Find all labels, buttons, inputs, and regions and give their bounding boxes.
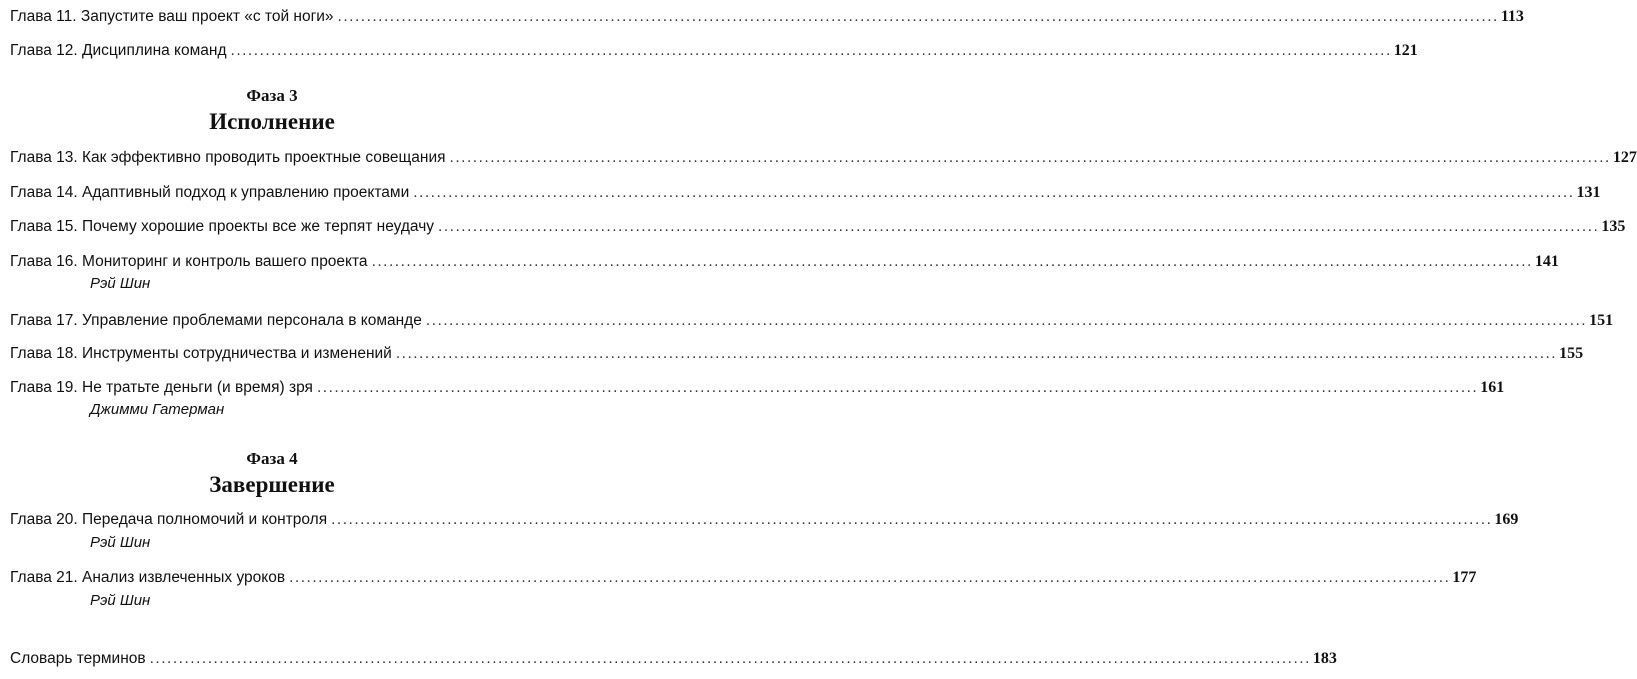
toc-entry-label: Глава 14. Адаптивный подход к управлению проектами (10, 184, 410, 201)
toc-entry-label: Глава 18. Инструменты сотрудничества и изменений (10, 345, 392, 362)
toc-entry-chapter-13 (10, 147, 1637, 169)
toc-page-number: 155 (1559, 345, 1584, 362)
toc-entry-label: Глава 11. Запустите ваш проект «с той ноги» (10, 8, 334, 25)
toc-entry-label: Глава 20. Передача полномочий и контроля (10, 511, 328, 528)
phase-3-title: Исполнение (209, 109, 335, 134)
leader-dots: ........................................................................................................................................................................................................ (149, 650, 1311, 667)
toc-page-number: 169 (1494, 511, 1519, 528)
toc-entry-chapter-12 (10, 40, 1418, 62)
toc-entry-glossary (10, 648, 1337, 670)
chapter-20-author: Рэй Шин (90, 534, 151, 551)
toc-entry-chapter-14 (10, 182, 1601, 204)
toc-page-number: 113 (1500, 8, 1524, 25)
leader-dots: ........................................................................................................................................................................................................ (371, 253, 1533, 270)
chapter-16-author: Рэй Шин (90, 275, 151, 292)
chapter-19-author: Джимми Гатерман (90, 401, 225, 418)
leader-dots: ........................................................................................................................................................................................................ (449, 149, 1611, 166)
leader-dots: ........................................................................................................................................................................................................ (413, 184, 1575, 201)
toc-entry-label: Глава 16. Мониторинг и контроль вашего проекта (10, 253, 368, 270)
phase-4-title: Завершение (209, 472, 335, 497)
leader-dots: ........................................................................................................................................................................................................ (337, 8, 1499, 25)
phase-4-number: Фаза 4 (246, 449, 298, 468)
toc-entry-chapter-21 (10, 567, 1477, 589)
toc-page-number: 121 (1393, 42, 1418, 59)
phase-3-number: Фаза 3 (246, 86, 298, 105)
toc-page-number: 135 (1601, 218, 1626, 235)
toc-entry-chapter-11 (10, 6, 1524, 28)
toc-page-number: 141 (1534, 253, 1559, 270)
leader-dots: ........................................................................................................................................................................................................ (316, 379, 1479, 396)
toc-entry-label: Глава 19. Не тратьте деньги (и время) зря (10, 379, 313, 396)
leader-dots: ........................................................................................................................................................................................................ (230, 42, 1392, 59)
toc-entry-label: Глава 13. Как эффективно проводить проектные совещания (10, 149, 446, 166)
chapter-21-author: Рэй Шин (90, 592, 151, 609)
toc-entry-chapter-16 (10, 251, 1559, 273)
toc-entry-label: Словарь терминов (10, 650, 146, 667)
toc-page-number: 127 (1612, 149, 1637, 166)
toc-page-number: 131 (1576, 184, 1601, 201)
toc-page-number: 161 (1480, 379, 1505, 396)
toc-entry-chapter-20 (10, 509, 1519, 531)
toc-page-number: 183 (1312, 650, 1337, 667)
toc-entry-label: Глава 17. Управление проблемами персонала в команде (10, 312, 422, 329)
toc-entry-chapter-17 (10, 310, 1614, 332)
leader-dots: ........................................................................................................................................................................................................ (438, 218, 1600, 235)
toc-page-number: 177 (1452, 569, 1477, 586)
leader-dots: ........................................................................................................................................................................................................ (289, 569, 1451, 586)
leader-dots: ........................................................................................................................................................................................................ (331, 511, 1493, 528)
toc-entry-chapter-15 (10, 216, 1626, 238)
leader-dots: ........................................................................................................................................................................................................ (425, 312, 1588, 329)
toc-entry-chapter-19 (10, 377, 1505, 399)
toc-entry-label: Глава 21. Анализ извлеченных уроков (10, 569, 286, 586)
toc-entry-label: Глава 12. Дисциплина команд (10, 42, 227, 59)
toc-page-number: 151 (1589, 312, 1614, 329)
leader-dots: ........................................................................................................................................................................................................ (395, 345, 1558, 362)
toc-entry-chapter-18 (10, 343, 1584, 365)
toc-entry-label: Глава 15. Почему хорошие проекты все же терпят неудачу (10, 218, 435, 235)
